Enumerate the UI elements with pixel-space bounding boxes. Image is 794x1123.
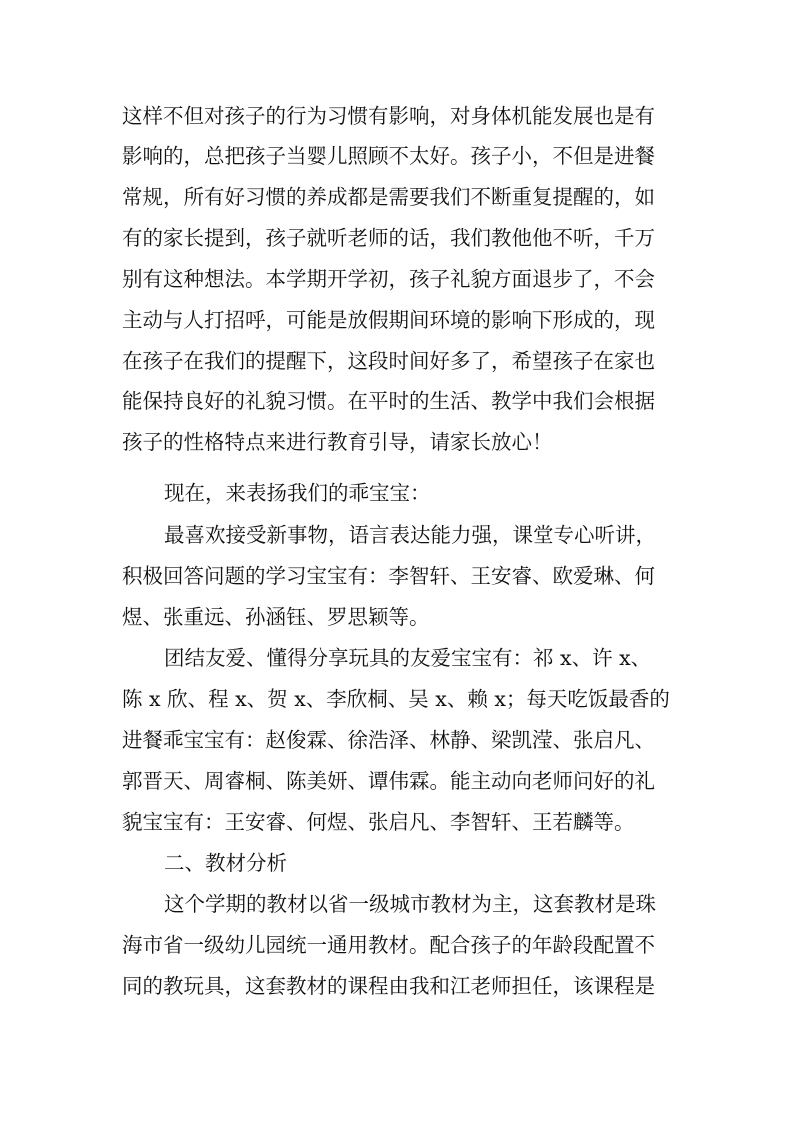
text-line: 这个学期的教材以省一级城市教材为主，这套教材是珠 (164, 892, 656, 916)
text-line: 陈 x 欣、程 x、贺 x、李欣桐、吴 x、赖 x；每天吃饭最香的 (122, 687, 670, 711)
text-line: 在孩子在我们的提醒下，这段时间好多了，希望孩子在家也 (122, 349, 655, 373)
text-line: 最喜欢接受新事物，语言表达能力强，课堂专心听讲， (164, 523, 656, 547)
text-line: 同的教玩具，这套教材的课程由我和江老师担任，该课程是 (122, 974, 655, 998)
text-line: 别有这种想法。本学期开学初，孩子礼貌方面退步了，不会 (122, 267, 655, 291)
text-line: 这样不但对孩子的行为习惯有影响，对身体机能发展也是有 (122, 104, 655, 128)
text-line: 影响的，总把孩子当婴儿照顾不太好。孩子小，不但是进餐 (122, 144, 655, 168)
text-line: 郭晋天、周睿桐、陈美妍、谭伟霖。能主动向老师问好的礼 (122, 769, 655, 793)
text-line: 海市省一级幼儿园统一通用教材。配合孩子的年龄段配置不 (122, 933, 655, 957)
text-line: 积极回答问题的学习宝宝有：李智轩、王安睿、欧爱琳、何 (122, 564, 655, 588)
text-line: 煜、张重远、孙涵钰、罗思颖等。 (122, 605, 430, 629)
text-line: 团结友爱、懂得分享玩具的友爱宝宝有：祁 x、许 x、 (164, 646, 652, 670)
section-heading: 二、教材分析 (164, 851, 287, 875)
text-line: 能保持良好的礼貌习惯。在平时的生活、教学中我们会根据 (122, 389, 655, 413)
text-line: 主动与人打招呼，可能是放假期间环境的影响下形成的，现 (122, 308, 655, 332)
text-line: 有的家长提到，孩子就听老师的话，我们教他他不听，千万 (122, 226, 655, 250)
text-line: 进餐乖宝宝有：赵俊霖、徐浩泽、林静、梁凯滢、张启凡、 (122, 728, 655, 752)
text-line: 常规，所有好习惯的养成都是需要我们不断重复提醒的，如 (122, 185, 655, 209)
text-line: 貌宝宝有：王安睿、何煜、张启凡、李智轩、王若麟等。 (122, 810, 635, 834)
text-line: 孩子的性格特点来进行教育引导，请家长放心！ (122, 430, 553, 454)
text-line: 现在，来表扬我们的乖宝宝： (164, 481, 431, 505)
